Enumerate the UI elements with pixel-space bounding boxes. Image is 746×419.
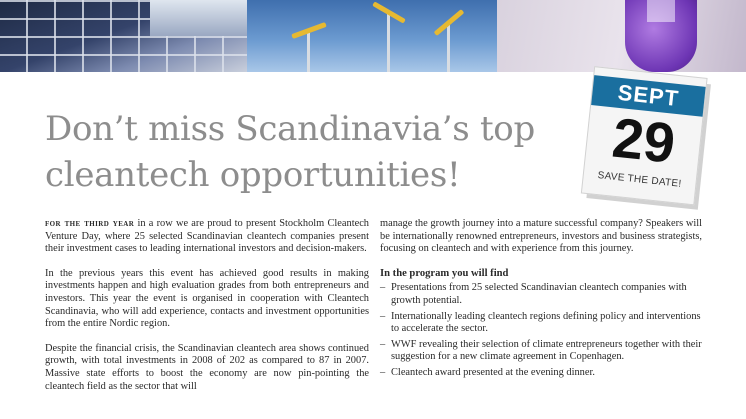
paragraph-1-text: in a row we are proud to present Stockholm Cleantech Venture Day, where 25 selected Scandinavian cleantech companies present their investment cases to leading international investors and decision-makers. [45, 218, 369, 255]
program-heading: In the program you will find [380, 267, 509, 279]
save-the-date-calendar [580, 66, 713, 210]
lead-in-text: for the third year [45, 218, 135, 229]
dash-bullet: – [380, 282, 386, 294]
article-paragraph-3: Despite the financial crisis, the Scandinavian cleantech area shows continued growth, with total investments in 2008 of 202 as compared to 87 in 2007. Massive state efforts to boost the economy are now pin-pointing the cleantech field as the sector that will [45, 342, 369, 392]
calendar-page [581, 66, 708, 205]
list-item-text: Cleantech award presented at the evening dinner. [391, 366, 595, 378]
dash-bullet: – [380, 310, 386, 322]
turbine-pole [387, 14, 390, 72]
article-paragraph-1 [45, 218, 369, 256]
lab-flask-photo [497, 0, 746, 72]
sky-highlight [150, 0, 247, 36]
article-column-right [380, 218, 702, 383]
program-list [380, 282, 702, 379]
list-item-text: WWF revealing their selection of climate entrepreneurs together with their suggestion for a new climate agreement in Copenhagen. [391, 338, 702, 363]
header-photo-strip [0, 0, 746, 72]
wind-turbines-photo [247, 0, 497, 72]
list-item-text: Internationally leading cleantech regions defining policy and interventions to accelerate the sector. [391, 310, 701, 335]
flask-neck [647, 0, 675, 22]
list-item [380, 311, 702, 336]
calendar-day: 29 [609, 105, 679, 175]
article-paragraph-continued: manage the growth journey into a mature successful company? Speakers will be internationally renowned entrepreneurs, investors and business strategists, focusing on cleantech and with experience from this journey. [380, 218, 702, 255]
article-paragraph-2: In the previous years this event has achieved good results in making investments happen and high evaluation grades from both entrepreneurs and investors. This year the event is organised in cooperation with Cleantech Scandinavia, who will add experience, contacts and investment opportunities from the entire Nordic region. [45, 267, 369, 330]
article-column-left [45, 218, 369, 405]
list-item-text: Presentations from 25 selected Scandinavian cleantech companies with growth potential. [391, 282, 687, 306]
list-item [380, 339, 702, 364]
page-headline: Don’t miss Scandinavia’s top cleantech opportunities! [45, 109, 535, 195]
calendar-month: SEPT [591, 75, 706, 117]
turbine-pole [307, 32, 310, 72]
save-the-date-label: SAVE THE DATE! [597, 170, 683, 190]
turbine-pole [447, 24, 450, 72]
list-item [380, 282, 702, 307]
list-item [380, 367, 702, 380]
dash-bullet: – [380, 366, 386, 378]
dash-bullet: – [380, 338, 386, 350]
solar-panels-photo [0, 0, 247, 72]
